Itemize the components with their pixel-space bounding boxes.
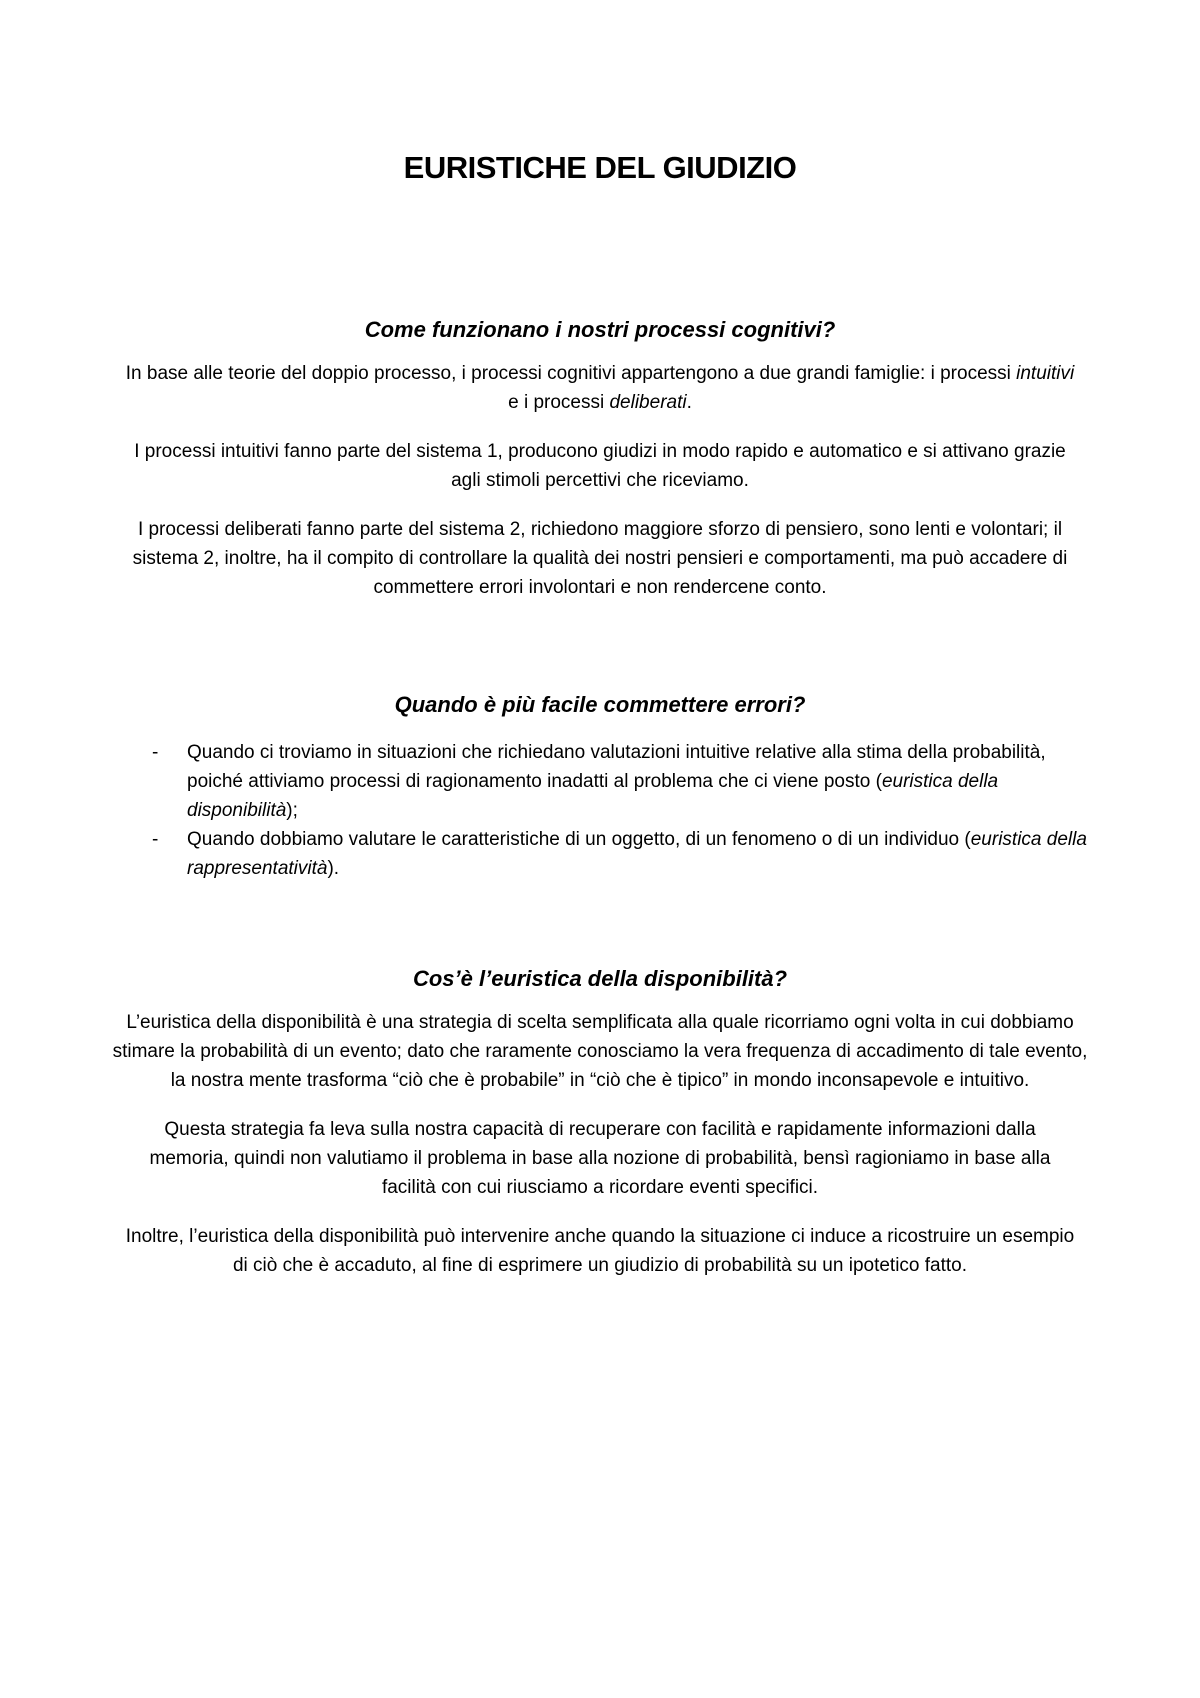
list-item-text: Quando ci troviamo in situazioni che richiedano valutazioni intuitive relative alla stima della probabilità, poiché attiviamo processi di ragionamento inadatti al problema che ci viene posto ( [187, 742, 1046, 792]
section-heading: Come funzionano i nostri processi cognitivi? [364, 317, 836, 342]
emphasis-text: euristica della rappresentatività [187, 829, 1087, 879]
paragraph-text: e i processi [508, 392, 610, 413]
section-when-errors [110, 690, 1090, 883]
emphasis-text: intuitivi [1016, 363, 1075, 384]
section-cognitive-processes [110, 315, 1090, 622]
paragraph: Questa strategia fa leva sulla nostra capacità di recuperare con facilità e rapidamente informazioni dalla memoria, quindi non valutiamo il problema in base alla nozione di probabilità, bensì ragioniamo in base alla facilità con cui riusciamo a ricordare eventi specifici. [149, 1119, 1051, 1198]
bullet-marker: - [152, 829, 159, 850]
document-title: EURISTICHE DEL GIUDIZIO [403, 150, 797, 185]
emphasis-text: euristica della disponibilità [187, 771, 999, 821]
section-heading: Cos’è l’euristica della disponibilità? [412, 966, 788, 991]
paragraph: I processi intuitivi fanno parte del sistema 1, producono giudizi in modo rapido e automatico e si attivano grazie agli stimoli percettivi che riceviamo. [134, 441, 1066, 491]
paragraph-text: . [686, 392, 692, 413]
emphasis-text: deliberati [609, 392, 687, 413]
list-item [110, 738, 1090, 825]
list-item [110, 825, 1090, 883]
paragraph: Inoltre, l’euristica della disponibilità può intervenire anche quando la situazione ci induce a ricostruire un esempio di ciò che è accaduto, al fine di esprimere un giudizio di probabilità su un ipotetico fatto. [125, 1226, 1075, 1276]
section-availability-heuristic [110, 964, 1090, 1300]
paragraph [110, 359, 1090, 417]
bullet-marker: - [152, 742, 159, 763]
paragraph: L’euristica della disponibilità è una strategia di scelta semplificata alla quale ricorriamo ogni volta in cui dobbiamo stimare la probabilità di un evento; dato che raramente conosciamo la vera frequenza di accadimento di tale evento, la nostra mente trasforma “ciò che è probabile” in “ciò che è tipico” in mondo inconsapevole e intuitivo. [112, 1012, 1088, 1091]
list-item-text: Quando dobbiamo valutare le caratteristiche di un oggetto, di un fenomeno o di un individuo ( [187, 829, 971, 850]
bullet-list [110, 738, 1090, 883]
paragraph: I processi deliberati fanno parte del sistema 2, richiedono maggiore sforzo di pensiero, sono lenti e volontari; il sistema 2, inoltre, ha il compito di controllare la qualità dei nostri pensieri e comportamenti, ma può accadere di commettere errori involontari e non rendercene conto. [132, 519, 1068, 598]
paragraph-text: In base alle teorie del doppio processo, i processi cognitivi appartengono a due grandi famiglie: i processi [125, 363, 1017, 384]
list-item-text: ). [327, 858, 340, 879]
section-heading: Quando è più facile commettere errori? [394, 692, 806, 717]
list-item-text: ); [286, 800, 298, 821]
